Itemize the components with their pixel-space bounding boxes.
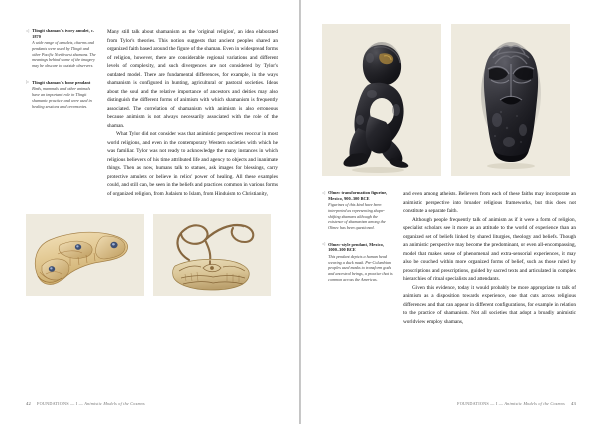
- olmec-pendant-illustration: [451, 24, 570, 176]
- body-paragraph: and even among atheists. Believers from each of these faiths may incorporate an animistic perspective into broader religious frameworks, but this does not constitute a separate faith.: [403, 191, 576, 214]
- margin-note-title: Olmec-style pendant, Mexico, 1000–300 BCE: [328, 241, 384, 253]
- margin-note-text: Birds, mammals and other animals have an important role in Tlingit shamanic practice and were used in healing sessions and ceremonies.: [32, 86, 92, 109]
- margin-note-text: A wide range of amulets, charms and pendants were used by Tlingit and other Pacific Northwest shamans. The meanings behind some of the imagery may be obscure to outside observers.: [32, 40, 96, 69]
- left-page-footer: [26, 401, 145, 406]
- right-page-body-text: [403, 190, 576, 326]
- caption-marker-icon: ▷: [26, 79, 30, 85]
- olmec-transformation-figurine-photo: [322, 24, 441, 176]
- body-paragraph: Many still talk about shamanism as the 'original religion', an idea elaborated from Tylor's theories. This notion suggests that ancient peoples shared an organized faith based around the figure of the shaman. Even in widespread forms of religion, however, there are considerable regional variations and different levels of complexity, and such divergences are not considered by Tylor's outdated model. There are fundamental differences, for example, in the ways shamanism is configured in hunting, agricultural or pastoral societies. Ideas about the soul and the relative importance of ancestors and deities may also distinguish the different forms of animism with which shamanism is frequently associated. The correlation of shamanism with animism is also erroneous because animism is not always necessarily associated with the role of the shaman.: [107, 29, 278, 129]
- bone-pendant-illustration: [153, 214, 271, 296]
- margin-note-olmec-style-pendant: [322, 242, 394, 283]
- body-paragraph: Although people frequently talk of animism as if it were a form of religion, specialist scholars see it more as an attitude to the world of experience than an organized set of beliefs linked by shared liturgies, theology and beliefs. Though an animistic perspective may become the predominant, or even all-encompassing, model that makes sense of phenomenal and extra-sensorial experiences, it may also be couched within more organized forms of belief, such as those ruled by proscriptions and prescriptions, guided by sacred texts and articulated in complex hierarchies of ritual specialists and attendants.: [403, 216, 576, 282]
- running-head: FOUNDATIONS — I — Animistic Models of the Cosmos: [37, 401, 145, 406]
- margin-note-body: [328, 190, 394, 231]
- right-page-footer: [457, 401, 576, 406]
- olmec-style-pendant-photo: [451, 24, 570, 176]
- right-margin-notes: [322, 190, 394, 326]
- folio-number: 43: [570, 401, 576, 406]
- caption-marker-icon: ◁: [322, 241, 326, 247]
- margin-note-tlingit-ivory-amulet: [26, 28, 98, 69]
- margin-note-body: [32, 28, 98, 69]
- left-page-body-text: [107, 28, 278, 198]
- margin-note-text: This pendant depicts a human head wearing a duck mask. Pre-Columbian peoples used masks to transform gods and ancestral beings, a practice that is common across the Americas.: [328, 253, 393, 282]
- margin-note-tlingit-bone-pendant: [26, 80, 98, 110]
- margin-note-text: Figurines of this kind have been interpreted as representing shape-shifting shamans although the existence of shamanism among the Olmec has been questioned.: [328, 202, 386, 231]
- caption-marker-icon: ◁: [26, 27, 30, 33]
- folio-number: 42: [26, 401, 32, 406]
- margin-note-body: [32, 80, 98, 110]
- margin-note-body: [328, 242, 394, 283]
- left-margin-notes: [26, 28, 98, 198]
- margin-note-title: Olmec transformation figurine, Mexico, 900–300 BCE: [328, 190, 388, 201]
- running-head-title: Animistic Models of the Cosmos: [504, 401, 565, 406]
- right-page-columns: [322, 190, 576, 326]
- caption-marker-icon: ◁: [322, 189, 326, 195]
- margin-note-olmec-transformation-figurine: [322, 190, 394, 231]
- tlingit-bone-pendant-photo: [153, 214, 271, 296]
- olmec-figurine-illustration: [322, 24, 441, 176]
- body-paragraph: What Tylor did not consider was that animistic perspectives reoccur in most world religions, and even in the contemporary Western societies with which he was familiar. Tylor was not ready to acknowledge the many instances in which religious believers of his time attributed life and agency to objects and inanimate things. Then as now, humans talk to statues, ask images for blessings, carry protective amulets or believe in relics' power of healing. All these examples could, and still can, be seen in the beliefs and practices common in various forms of organized religion, from Judaism to Islam, from Hinduism to Christianity,: [107, 131, 278, 197]
- right-page: [300, 0, 600, 424]
- left-page-figures: [26, 214, 278, 296]
- margin-note-title: Tlingit shaman's bone pendant: [32, 79, 91, 85]
- running-head: FOUNDATIONS — I — Animistic Models of the Cosmos: [457, 401, 565, 406]
- right-page-figures: [322, 24, 576, 176]
- tlingit-ivory-amulet-photo: [26, 214, 144, 296]
- body-paragraph: Given this evidence, today it would probably be more appropriate to talk of animism as a disposition towards experience, one that cuts across religious differences and that can appear in different configurations, for example in relation to the practice of shamanism. Not all societies that adopt a broadly animistic worldview employ shamans,: [403, 284, 576, 325]
- left-page-columns: [26, 28, 278, 198]
- running-head-title: Animistic Models of the Cosmos: [84, 401, 145, 406]
- margin-note-title: Tlingit shaman's ivory amulet, c. 1870: [32, 28, 94, 39]
- ivory-amulet-illustration: [26, 214, 144, 296]
- spread-gutter: [299, 0, 301, 424]
